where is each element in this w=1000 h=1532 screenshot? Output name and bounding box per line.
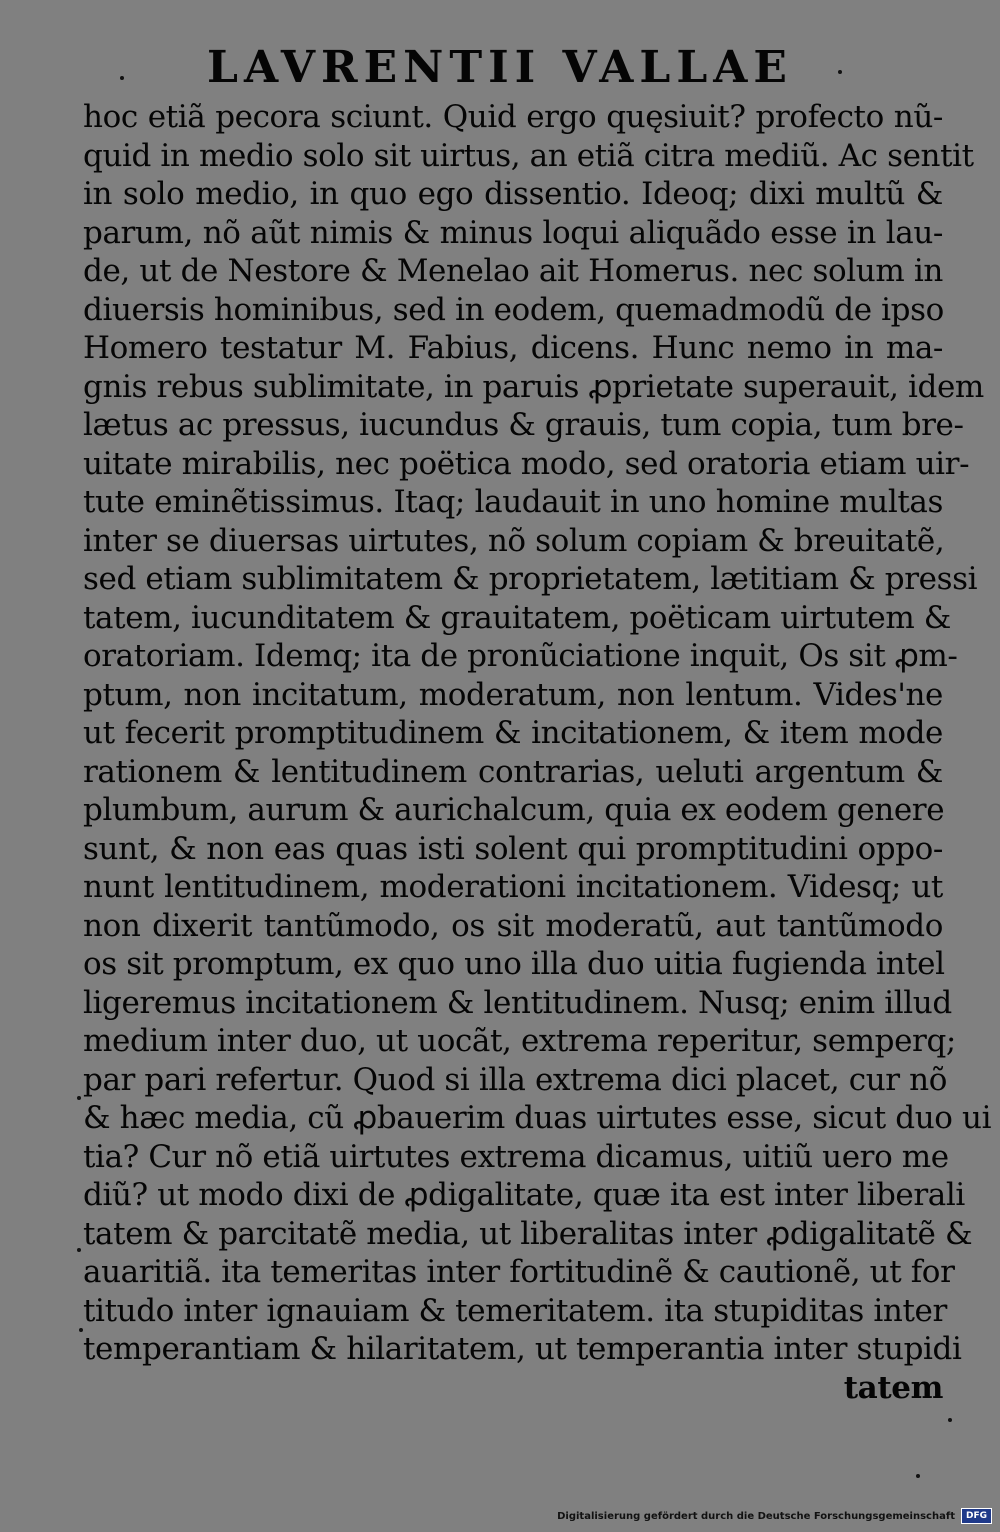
text-line: in solo medio, in quo ego dissentio. Ideoq; dixi multũ & bbox=[83, 176, 943, 212]
text-line: auaritiã. ita temeritas inter fortitudinẽ & cautionẽ, ut for bbox=[83, 1254, 955, 1290]
scan-speck bbox=[916, 1474, 920, 1478]
text-line: inter se diuersas uirtutes, nõ solum copiam & breuitatẽ, bbox=[83, 522, 945, 559]
scan-speck bbox=[77, 1096, 81, 1100]
text-line: titudo inter ignauiam & temeritatem. ita stupiditas inter bbox=[83, 1292, 947, 1329]
text-line: nunt lentitudinem, moderationi incitationem. Videsq; ut bbox=[83, 869, 943, 905]
text-line: hoc etiã pecora sciunt. Quid ergo quęsiuit? profecto nũ- bbox=[83, 99, 943, 135]
text-line: ut fecerit promptitudinem & incitationem, & item mode bbox=[83, 715, 943, 751]
text-line: oratoriam. Idemq; ita de pronũciatione inquit, Os sit ꝓm- bbox=[83, 638, 958, 674]
text-line: tute eminẽtissimus. Itaq; laudauit in uno homine multas bbox=[83, 484, 943, 520]
text-line: tia? Cur nõ etiã uirtutes extrema dicamus, uitiũ uero me bbox=[83, 1138, 949, 1175]
text-line: quid in medio solo sit uirtus, an etiã citra mediũ. Ac sentit bbox=[83, 137, 974, 174]
text-line: sed etiam sublimitatem & proprietatem, lætitiam & pressi bbox=[83, 561, 978, 597]
scan-speck bbox=[77, 1248, 81, 1252]
text-line: ligeremus incitationem & lentitudinem. Nusq; enim illud bbox=[83, 984, 952, 1021]
text-line: Homero testatur M. Fabius, dicens. Hunc nemo in ma- bbox=[83, 330, 943, 366]
dfg-logo: DFG bbox=[961, 1508, 992, 1524]
text-line: tatem & parcitatẽ media, ut liberalitas inter ꝓdigalitatẽ & bbox=[83, 1215, 973, 1252]
scan-speck bbox=[838, 70, 842, 74]
text-line: de, ut de Nestore & Menelao ait Homerus. nec solum in bbox=[83, 253, 943, 289]
text-line: lætus ac pressus, iucundus & grauis, tum copia, tum bre- bbox=[83, 407, 964, 443]
credit-text: Digitalisierung gefördert durch die Deutsche Forschungsgemeinschaft bbox=[557, 1510, 955, 1522]
text-line: diuersis hominibus, sed in eodem, quemadmodũ de ipso bbox=[83, 291, 944, 328]
text-line: plumbum, aurum & aurichalcum, quia ex eodem genere bbox=[83, 792, 945, 828]
text-line: tatem, iucunditatem & grauitatem, poëticam uirtutem & bbox=[83, 599, 951, 636]
scan-speck bbox=[79, 1328, 83, 1332]
scan-speck bbox=[120, 76, 124, 80]
text-line: sunt, & non eas quas isti solent qui promptitudini oppo- bbox=[83, 830, 943, 867]
text-line: ptum, non incitatum, moderatum, non lentum. Vides'ne bbox=[83, 676, 943, 713]
digitization-credit bbox=[557, 1508, 992, 1524]
text-line: temperantiam & hilaritatem, ut temperantia inter stupidi bbox=[83, 1331, 962, 1367]
text-line: os sit promptum, ex quo uno illa duo uitia fugienda intel bbox=[83, 946, 945, 982]
catchword: tatem bbox=[843, 1369, 943, 1406]
text-line: diũ? ut modo dixi de ꝓdigalitate, quæ ita est inter liberali bbox=[83, 1177, 965, 1213]
text-line: non dixerit tantũmodo, os sit moderatũ, aut tantũmodo bbox=[83, 907, 943, 944]
scan-speck bbox=[948, 1418, 952, 1422]
text-line: medium inter duo, ut uocãt, extrema reperitur, semperq; bbox=[83, 1023, 956, 1059]
text-line: & hæc media, cũ ꝓbauerim duas uirtutes esse, sicut duo ui bbox=[83, 1100, 992, 1136]
text-line: parum, nõ aũt nimis & minus loqui aliquãdo esse in lau- bbox=[83, 214, 943, 251]
text-line: par pari refertur. Quod si illa extrema dici placet, cur nõ bbox=[83, 1061, 947, 1098]
text-line: gnis rebus sublimitate, in paruis ꝓprietate superauit, idem bbox=[83, 368, 984, 405]
text-line: rationem & lentitudinem contrarias, ueluti argentum & bbox=[83, 753, 943, 790]
text-line: uitate mirabilis, nec poëtica modo, sed oratoria etiam uir- bbox=[83, 445, 970, 482]
body-text bbox=[83, 98, 992, 1407]
running-title: LAVRENTII VALLAE bbox=[207, 42, 793, 93]
